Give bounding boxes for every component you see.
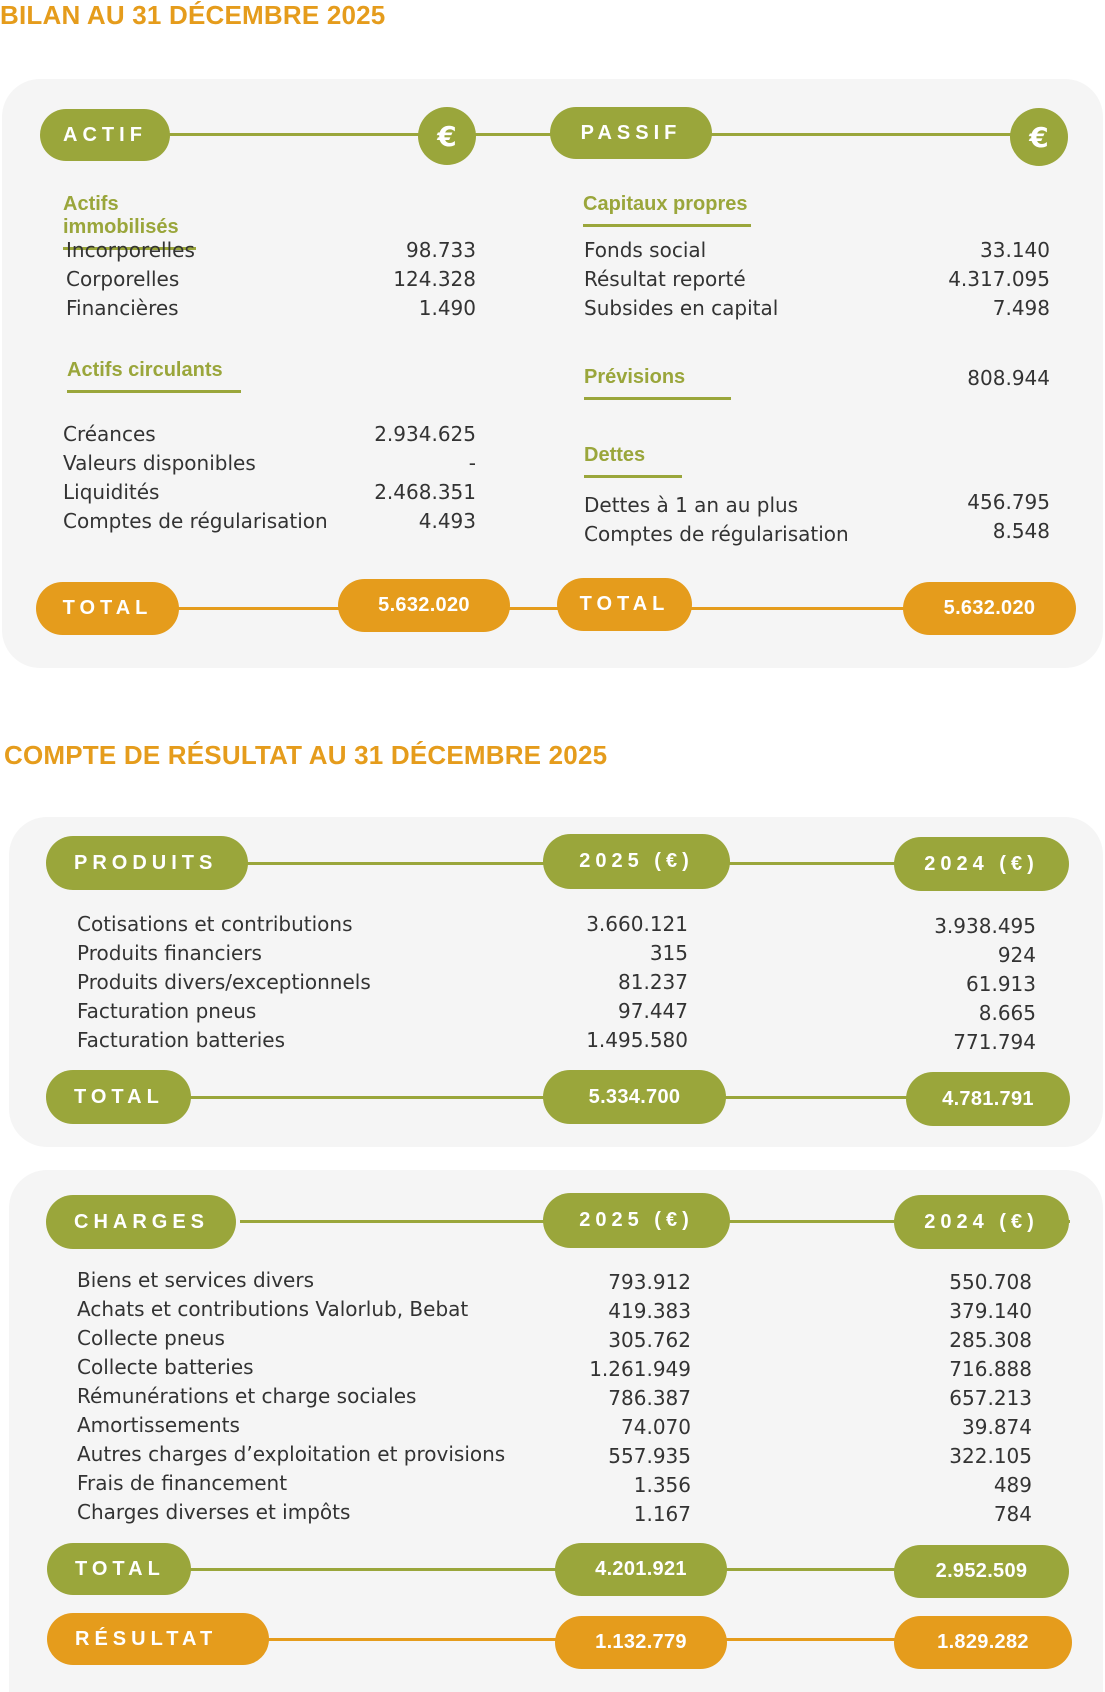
charges-total-2025-pill: 4.201.921 — [555, 1543, 727, 1596]
row-value: 7.498 — [992, 296, 1050, 320]
passif-label-pill: PASSIF — [550, 107, 712, 159]
resultat-label-pill: RÉSULTAT — [47, 1613, 269, 1665]
actif-total-value-pill: 5.632.020 — [338, 579, 510, 632]
row-value: 98.733 — [406, 238, 476, 262]
row-value: 1.490 — [418, 296, 476, 320]
row-value-2025: 557.935 — [608, 1444, 691, 1468]
row-value-2024: 657.213 — [949, 1386, 1032, 1410]
row-label: Achats et contributions Valorlub, Bebat — [77, 1297, 469, 1321]
row-label: Biens et services divers — [77, 1268, 314, 1292]
produits-total-2024-pill: 4.781.791 — [906, 1072, 1070, 1126]
col-2024-pill: 2024 (€) — [894, 1195, 1069, 1249]
row-value-2025: 1.167 — [633, 1502, 691, 1526]
euro-icon: € — [1010, 108, 1068, 166]
row-label: Créances — [63, 422, 156, 446]
row-value: 33.140 — [980, 238, 1050, 262]
row-label: Facturation pneus — [77, 999, 257, 1023]
row-label: Rémunérations et charge sociales — [77, 1384, 417, 1408]
charges-label-pill: CHARGES — [46, 1195, 236, 1249]
row-value-2025: 305.762 — [608, 1328, 691, 1352]
row-label: Amortissements — [77, 1413, 240, 1437]
bilan-title: BILAN AU 31 DÉCEMBRE 2025 — [0, 0, 386, 30]
row-label: Comptes de régularisation — [584, 522, 849, 546]
section-title-capitaux-propres: Capitaux propres — [583, 193, 751, 227]
produits-label-pill: PRODUITS — [46, 836, 248, 890]
row-value-2025: 419.383 — [608, 1299, 691, 1323]
row-value-2024: 8.665 — [978, 1001, 1036, 1025]
previsions-value: 808.944 — [967, 366, 1050, 390]
row-label: Autres charges d’exploitation et provisions — [77, 1442, 506, 1466]
row-label: Charges diverses et impôts — [77, 1500, 351, 1524]
row-value: 2.468.351 — [374, 480, 476, 504]
charges-total-label-pill: TOTAL — [47, 1543, 191, 1595]
resultat-2025-pill: 1.132.779 — [555, 1616, 727, 1669]
row-value-2024: 39.874 — [962, 1415, 1032, 1439]
col-2024-pill: 2024 (€) — [894, 837, 1069, 891]
row-label: Produits divers/exceptionnels — [77, 970, 371, 994]
col-2025-pill: 2025 (€) — [543, 834, 730, 889]
row-value: 124.328 — [393, 267, 476, 291]
section-title-actifs-immobilises: Actifs immobilisés — [63, 193, 196, 250]
row-label: Produits financiers — [77, 941, 262, 965]
resultat-2024-pill: 1.829.282 — [894, 1616, 1072, 1669]
passif-total-label-pill: TOTAL — [557, 578, 692, 631]
row-value-2024: 489 — [993, 1473, 1032, 1497]
euro-icon: € — [418, 107, 476, 165]
row-value-2024: 716.888 — [949, 1357, 1032, 1381]
actif-passif-connector-line — [475, 133, 555, 136]
actif-total-label-pill: TOTAL — [36, 582, 179, 635]
row-label: Corporelles — [66, 267, 180, 291]
row-label: Liquidités — [63, 480, 160, 504]
row-value: 2.934.625 — [374, 422, 476, 446]
row-label: Collecte pneus — [77, 1326, 225, 1350]
row-value: 4.493 — [418, 509, 476, 533]
row-value-2025: 793.912 — [608, 1270, 691, 1294]
row-label: Frais de financement — [77, 1471, 288, 1495]
row-label: Collecte batteries — [77, 1355, 254, 1379]
row-label: Dettes à 1 an au plus — [584, 493, 799, 517]
section-title-actifs-circulants: Actifs circulants — [67, 359, 241, 393]
row-value-2025: 315 — [649, 941, 688, 965]
row-value-2025: 1.356 — [633, 1473, 691, 1497]
row-value-2025: 3.660.121 — [586, 912, 688, 936]
row-value-2024: 379.140 — [949, 1299, 1032, 1323]
row-value-2025: 97.447 — [618, 999, 688, 1023]
row-value: 456.795 — [967, 490, 1050, 514]
charges-total-2024-pill: 2.952.509 — [894, 1545, 1069, 1598]
row-label: Facturation batteries — [77, 1028, 286, 1052]
row-value: 8.548 — [992, 519, 1050, 543]
row-value-2024: 285.308 — [949, 1328, 1032, 1352]
row-value-2024: 771.794 — [953, 1030, 1036, 1054]
compte-title: COMPTE DE RÉSULTAT AU 31 DÉCEMBRE 2025 — [4, 740, 608, 770]
actif-header-line — [160, 133, 450, 136]
row-label: Valeurs disponibles — [63, 451, 256, 475]
row-label: Incorporelles — [66, 238, 195, 262]
row-value-2025: 786.387 — [608, 1386, 691, 1410]
passif-total-line — [680, 607, 920, 610]
row-value-2024: 924 — [997, 943, 1036, 967]
row-value-2024: 3.938.495 — [934, 914, 1036, 938]
row-value-2025: 1.261.949 — [589, 1357, 691, 1381]
row-value: 4.317.095 — [948, 267, 1050, 291]
produits-total-label-pill: TOTAL — [46, 1070, 191, 1124]
actif-label-pill: ACTIF — [40, 109, 170, 161]
row-label: Cotisations et contributions — [77, 912, 353, 936]
row-value-2024: 322.105 — [949, 1444, 1032, 1468]
row-value-2025: 81.237 — [618, 970, 688, 994]
section-title-dettes: Dettes — [584, 444, 682, 478]
col-2025-pill: 2025 (€) — [543, 1193, 730, 1248]
row-value-2024: 61.913 — [966, 972, 1036, 996]
passif-header-line — [700, 133, 1030, 136]
row-value-2024: 784 — [993, 1502, 1032, 1526]
row-value: - — [468, 451, 476, 475]
passif-total-value-pill: 5.632.020 — [903, 582, 1076, 635]
row-value-2024: 550.708 — [949, 1270, 1032, 1294]
row-label: Financières — [66, 296, 179, 320]
produits-total-2025-pill: 5.334.700 — [543, 1070, 726, 1124]
row-label: Fonds social — [584, 238, 707, 262]
row-value-2025: 74.070 — [621, 1415, 691, 1439]
section-title-previsions: Prévisions — [584, 366, 731, 400]
row-value-2025: 1.495.580 — [586, 1028, 688, 1052]
row-label: Comptes de régularisation — [63, 509, 328, 533]
row-label: Subsides en capital — [584, 296, 779, 320]
row-label: Résultat reporté — [584, 267, 746, 291]
